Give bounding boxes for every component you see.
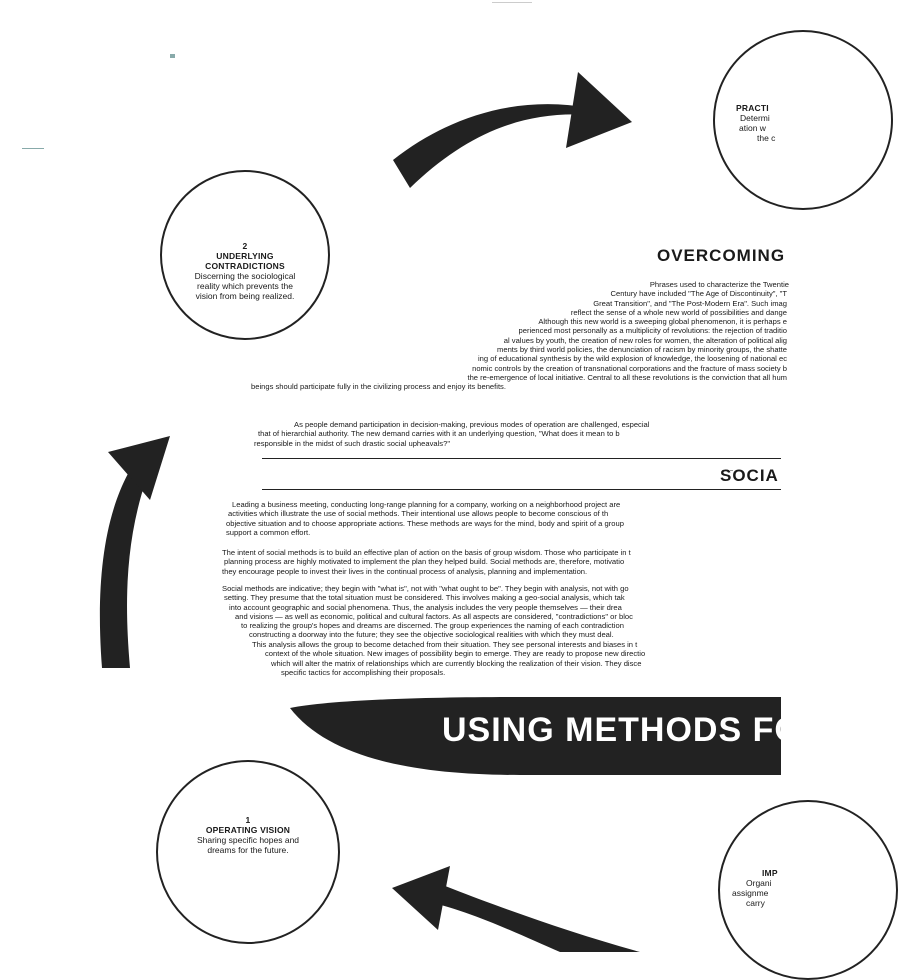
social-paragraph-2	[222, 548, 781, 576]
arrow-bottom	[392, 866, 640, 952]
social-paragraph-4	[252, 640, 781, 677]
social-line: support a common effort.	[226, 527, 311, 537]
social-line: setting. They presume that the total situation must be considered. This involves making a geo-social analysis, which tak	[224, 593, 625, 603]
social-line: context of the whole situation. New images of possibility begin to emerge. They are ready to propose new directio	[265, 649, 646, 659]
practice-line-2: ation w	[739, 123, 766, 133]
underlying-number: 2	[242, 241, 248, 251]
circle-implementation-text	[732, 868, 792, 908]
overcoming-rule	[262, 458, 781, 459]
overcoming-paragraph-2	[254, 420, 781, 448]
underlying-title-2: CONTRADICTIONS	[205, 261, 285, 271]
social-line: Social methods are indicative; they begin with "what is", not with "what ought to be". They begin with analysis, not with go	[222, 584, 629, 593]
implementation-line-2: assignme	[732, 888, 769, 898]
social-line: The intent of social methods is to build an effective plan of action on the basis of group wisdom. Those who participate in t	[222, 548, 631, 557]
overcoming-line: ing of educational synthesis by the wild explosion of knowledge, the loosening of national ec	[477, 354, 787, 364]
overcoming-line: Although this new world is a sweeping global phenomenon, it is perhaps e	[538, 317, 787, 327]
implementation-line-1: Organi	[746, 878, 772, 888]
overcoming-line: beings should participate fully in the civilizing process and enjoy its benefits.	[251, 382, 506, 392]
social-line: objective situation and to choose appropriate actions. These methods are ways for the mind, body and spirit of a group	[226, 518, 624, 528]
operating-number: 1	[245, 815, 251, 825]
overcoming-line: Century have included "The Age of Discontinuity", "T	[610, 289, 787, 299]
circle-operating-text	[166, 815, 330, 855]
social-heading: SOCIA	[720, 466, 779, 485]
circle-practice-text	[736, 103, 796, 143]
social-line: planning process are highly motivated to implement the plan they helped build. Social methods are, therefore, motivatio	[224, 557, 625, 567]
social-line: activities which illustrate the use of social methods. Their intentional use allows people to become conscious of th	[228, 509, 609, 519]
overcoming-line: perienced most personally as a multiplicity of revolutions: the rejection of traditio	[518, 326, 787, 336]
social-line: constructing a doorway into the future; they see the objective sociological realities with which they must deal.	[249, 630, 614, 640]
arrow-left	[100, 436, 170, 668]
implementation-line-3: carry	[746, 898, 765, 908]
social-line: into account geographic and social phenomena. Thus, the analysis includes the very people themselves — their drea	[229, 602, 622, 612]
implementation-title: IMP	[762, 868, 778, 878]
practice-title: PRACTI	[736, 103, 769, 113]
practice-line-3: the c	[757, 133, 776, 143]
underlying-title-1: UNDERLYING	[216, 251, 274, 261]
social-line: they encourage people to invest their lives in the continual process of analysis, planning and implementation.	[222, 566, 588, 576]
underlying-desc-3: vision from being realized.	[195, 291, 295, 301]
overcoming-line: reflect the sense of a whole new world of possibilities and dange	[570, 307, 787, 317]
arrow-top	[393, 72, 632, 188]
overcoming-line: As people demand participation in decision-making, previous modes of operation are challenged, especial	[294, 420, 650, 429]
social-line: to realizing the group's hopes and dreams are discerned. The group experiences the naming of each contradiction	[241, 621, 624, 631]
overcoming-heading: OVERCOMING	[657, 246, 786, 265]
overcoming-line: al values by youth, the creation of new roles for women, the alteration of political alig	[503, 335, 787, 345]
operating-desc-2: dreams for the future.	[207, 845, 289, 855]
social-paragraph-3	[222, 584, 781, 640]
social-line: which will alter the matrix of relationships which are currently blocking the realization of their vision. They disce	[271, 658, 642, 668]
social-paragraph-1	[224, 500, 781, 537]
social-rule	[262, 489, 781, 490]
overcoming-line: nomic controls by the creation of transnational corporations and the fracture of mass society b	[472, 363, 787, 373]
overcoming-line: ments by third world policies, the denunciation of racism by minority groups, the shatte	[497, 345, 787, 355]
social-line: and visions — as well as economic, political and cultural factors. As all aspects are considered, "contradictions" or bloc	[235, 611, 633, 621]
overcoming-line: Great Transition", and "The Post-Modern Era". Such imag	[593, 298, 787, 308]
underlying-desc-2: reality which prevents the	[197, 281, 293, 291]
overcoming-line: that of hierarchial authority. The new demand carries with it an underlying question, "What does it mean to b	[258, 429, 620, 439]
operating-desc-1: Sharing specific hopes and	[196, 835, 300, 845]
overcoming-line: responsible in the midst of such drastic social upheavals?"	[254, 438, 451, 448]
banner-title: USING METHODS FOR	[442, 711, 828, 749]
underlying-desc-1: Discerning the sociological	[194, 271, 296, 281]
social-line: specific tactics for accomplishing their proposals.	[281, 667, 446, 677]
overcoming-line: Phrases used to characterize the Twentie	[649, 280, 789, 289]
overcoming-line: the re-emergence of local initiative. Central to all these revolutions is the conviction that all hum	[467, 372, 787, 382]
social-line: Leading a business meeting, conducting long-range planning for a company, working on a neighborhood project are	[232, 500, 621, 509]
operating-title: OPERATING VISION	[205, 825, 291, 835]
overcoming-paragraph-1	[181, 280, 789, 392]
practice-line-1: Determi	[740, 113, 770, 123]
social-line: This analysis allows the group to become detached from their situation. They see personal interests and biases in t	[252, 640, 638, 649]
